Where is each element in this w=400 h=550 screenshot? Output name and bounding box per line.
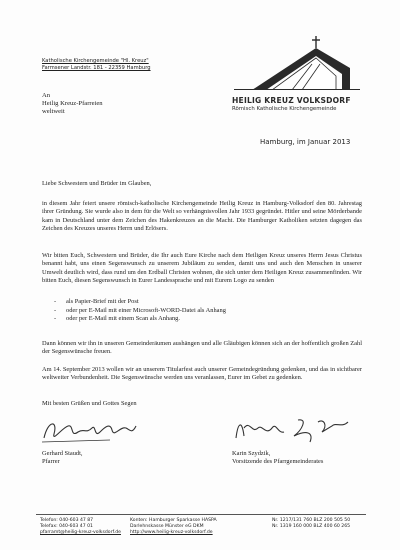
- signature-pastor: [40, 416, 140, 446]
- footer-line: Nr. 1319 160 000 BLZ 400 60 265: [272, 524, 351, 529]
- footer-contact: [40, 518, 121, 536]
- footer-line: Telefon: 040-603 47 87: [40, 518, 94, 523]
- signer-pastor: [42, 450, 82, 466]
- recipient-block: [42, 92, 103, 117]
- signer-role: Vorsitzende des Pfarrgemeinderates: [232, 458, 324, 466]
- dateline: Hamburg, im Januar 2013: [260, 138, 351, 146]
- sender-address: [42, 58, 151, 72]
- closing: Mit besten Grüßen und Gottes Segen: [42, 400, 137, 407]
- paragraph-2: Wir bitten Euch, Schwestern und Brüder, die Ihr auch Eure Kirche nach dem Heiligen Kreuz unseres Herrn Jesus Christus benannt habt, uns einen Segenswunsch zu unserem Jubiläum zu senden, damit uns und auch den Menschen in unserer Umwelt deutlich wird, dass rund um den Erdball Christen wohnen, die sich unter dem Heiligen Kreuz zusammenfinden. Wir bitten Euch, diesen Segenswunsch in Eurer Landessprache und mit Eurem Logo zu senden: [42, 252, 362, 284]
- list-item: - als Papier-Brief mit der Post: [54, 298, 139, 305]
- list-item: - oder per E-Mail mit einer Microsoft-WORD-Datei als Anhang: [54, 306, 226, 314]
- signer-role: Pfarrer: [42, 458, 60, 466]
- church-logo: [232, 34, 362, 90]
- greeting: Liebe Schwestern und Brüder im Glauben,: [42, 180, 152, 187]
- footer-accounts: [130, 518, 217, 536]
- signer-name: Gerhard Staudt,: [42, 450, 83, 457]
- sender-line-2: Farmsener Landstr. 181 - 22359 Hamburg: [42, 65, 151, 71]
- list-item: - oder per E-Mail mit einem Scan als Anhang.: [54, 315, 180, 323]
- footer-line: Konten: Hamburger Sparkasse HASPA: [130, 518, 217, 523]
- recipient-line: weltweit: [42, 108, 65, 116]
- footer-account-numbers: [272, 518, 350, 530]
- signature-chair: [232, 414, 352, 448]
- logo-title: HEILIG KREUZ VOLKSDORF: [232, 96, 351, 105]
- signer-name: Karin Szydzik,: [232, 450, 271, 457]
- sender-line-1: Katholische Kirchengemeinde "Hl. Kreuz": [42, 58, 149, 64]
- list-item-text: oder per E-Mail mit einer Microsoft-WORD-Datei als Anhang: [66, 306, 226, 314]
- paragraph-3: Dann können wir ihn in unseren Gemeinderäumen aushängen und alle Gläubigen können sich an der hoffentlich großen Zahl der Segenswünsche freuen.: [42, 340, 362, 356]
- recipient-line: An: [42, 92, 51, 99]
- footer-website[interactable]: http://www.heilig-kreuz-volksdorf.de: [130, 530, 213, 535]
- footer-divider: [36, 514, 366, 515]
- list-item-text: oder per E-Mail mit einem Scan als Anhang.: [66, 315, 180, 323]
- list-item-text: als Papier-Brief mit der Post: [66, 298, 139, 305]
- recipient-line: Heilig Kreuz-Pfarreien: [42, 100, 103, 108]
- signer-chair: [232, 450, 323, 466]
- footer-email[interactable]: pfarramt@heilig-kreuz-volksdorf.de: [40, 530, 121, 535]
- paragraph-1: in diesem Jahr feiert unsere römisch-katholische Kirchengemeinde Heilig Kreuz in Hamburg-Volksdorf den 80. Jahrestag ihrer Gründung. Sie wurde also in dem für die Welt so verhängnisvollen Jahr 1933 gegründet. Hitler und seine Mörderbande kam in Deutschland unter dem Zeichen des Hakenkreuzes an die Macht. Die Hamburger Katholiken setzten dagegen das Zeichen des Kreuzes unseres Herrn und Erlösers.: [42, 200, 362, 232]
- options-list: [54, 298, 354, 324]
- footer-line: Nr. 1217/131 760 BLZ 200 505 50: [272, 518, 351, 523]
- footer-line: Darlehnskasse Münster eG DKM: [130, 524, 204, 529]
- footer-line: Telefax: 040-603 47 01: [40, 524, 93, 529]
- logo-subtitle: Römisch Katholische Kirchengemeinde: [232, 106, 337, 112]
- paragraph-4: Am 14. September 2013 wollen wir an unserem Titularfest auch unserer Gemeindegründung gedenken, und das in sichtbarer weltweiter Verbundenheit. Die Segenswünsche werden uns veranlassen, Eurer im Gebet zu gedenken.: [42, 366, 362, 382]
